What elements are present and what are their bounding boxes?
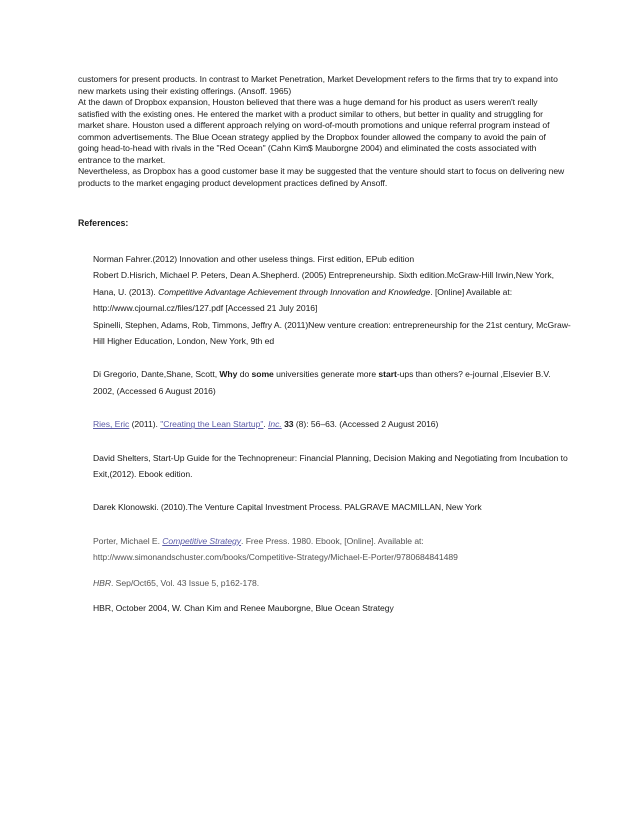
paragraph-dropbox-expansion: At the dawn of Dropbox expansion, Houston believed that there was a huge demand for his product as users weren't really satisfied with the existing ones. He entered the market with a product similar to others, but better in quality and struggling for market share. Houston used a different approach relying on word-of-mouth promotions and unique referral program instead of common advertisements. The Blue Ocean strategy applied by the Dropbox founder allowed the company to avoid the pain of going head-to-head with rivals in the "Red Ocean" (Cahn Kim$ Mauborgne 2004) and eliminated the costs associated with entrance to the market. [78, 97, 550, 165]
reference-fahrer: Norman Fahrer.(2012) Innovation and other useless things. First edition, EPub edition [93, 254, 415, 264]
references-heading: References: [78, 218, 129, 228]
reference-hana-title: Competitive Advantage Achievement through Innovation and Knowledge [158, 286, 431, 297]
reference-hbr-sep-oct [93, 575, 573, 591]
spacer [93, 433, 573, 450]
bold-start: start [378, 369, 397, 380]
bold-why: Why [219, 369, 238, 380]
reference-ries-pages: (8): 56–63. (Accessed 2 August 2016) [293, 419, 439, 430]
text-universities: universities generate more [273, 369, 379, 380]
reference-ries [93, 416, 573, 432]
body-text [78, 74, 568, 189]
reference-hbr-blue-ocean: HBR, October 2004, W. Chan Kim and Renee Mauborgne, Blue Ocean Strategy [93, 603, 394, 614]
reference-hana-author: Hana, U. (2013). [93, 286, 159, 297]
reference-shelters: David Shelters, Start-Up Guide for the Technopreneur: Financial Planning, Decision Making and Negotiating from Incubation to Exit,(2012). Ebook edition. [93, 452, 568, 480]
reference-hbr-issue: . Sep/Oct65, Vol. 43 Issue 5, p162-178. [111, 577, 260, 588]
reference-ries-volume: 33 [284, 419, 294, 430]
reference-spinelli: Spinelli, Stephen, Adams, Rob, Timmons, Jeffry A. (2011)New venture creation: entrepreneurship for the 21st century, McGraw-Hill Higher Education, London, New York, 9th ed [93, 319, 571, 347]
reference-klonowski: Darek Klonowski. (2010).The Venture Capital Investment Process. PALGRAVE MACMILLAN, New York [93, 502, 482, 513]
spacer [93, 482, 573, 499]
reference-hana [93, 284, 573, 317]
separator: . [263, 419, 269, 430]
paragraph-market-development: customers for present products. In contrast to Market Penetration, Market Development refers to the firms that try to expand into new markets using their existing offerings. (Ansoff. 1965) [78, 74, 558, 96]
spacer [93, 591, 573, 600]
reference-hisrich: Robert D.Hisrich, Michael P. Peters, Dean A.Shepherd. (2005) Entrepreneurship. Sixth edition.McGraw-Hill Irwin,New York, [93, 270, 554, 281]
reference-di-gregorio [93, 366, 573, 399]
reference-di-gregorio-authors: Di Gregorio, Dante,Shane, Scott, [93, 369, 220, 380]
text-do: do [237, 369, 252, 380]
link-inc-journal[interactable]: Inc. [268, 419, 282, 430]
reference-porter-author: Porter, Michael E. [93, 535, 163, 546]
link-ries-eric[interactable]: Ries, Eric [93, 419, 130, 430]
reference-ries-year: (2011). [129, 419, 161, 430]
paragraph-product-development: Nevertheless, as Dropbox has a good customer base it may be suggested that the venture should start to focus on delivering new products to the market engaging product development practices defined by Ansoff. [78, 166, 565, 188]
spacer [93, 516, 573, 533]
spacer [93, 399, 573, 416]
reference-porter-source: . Free Press. 1980. Ebook, [Online]. Available at: http://www.simonandschuster.com/books/Competitive-Strategy/Michael-E-Porter/9780684841489 [93, 535, 458, 563]
references-list [93, 251, 573, 617]
reference-hana-source: . [Online] Available at: http://www.cjournal.cz/files/127.pdf [Accessed 21 July 2016] [93, 286, 513, 314]
reference-hbr-title: HBR [93, 577, 111, 588]
link-competitive-strategy[interactable]: Competitive Strategy [162, 535, 242, 546]
link-creating-lean-startup[interactable]: "Creating the Lean Startup" [160, 419, 264, 430]
spacer [93, 349, 573, 366]
bold-some: some [251, 369, 274, 380]
spacer [93, 566, 573, 575]
text-ups-journal: -ups than others? e-journal ,Elsevier B.V. 2002, (Accessed 6 August 2016) [93, 369, 551, 396]
reference-porter [93, 533, 573, 566]
